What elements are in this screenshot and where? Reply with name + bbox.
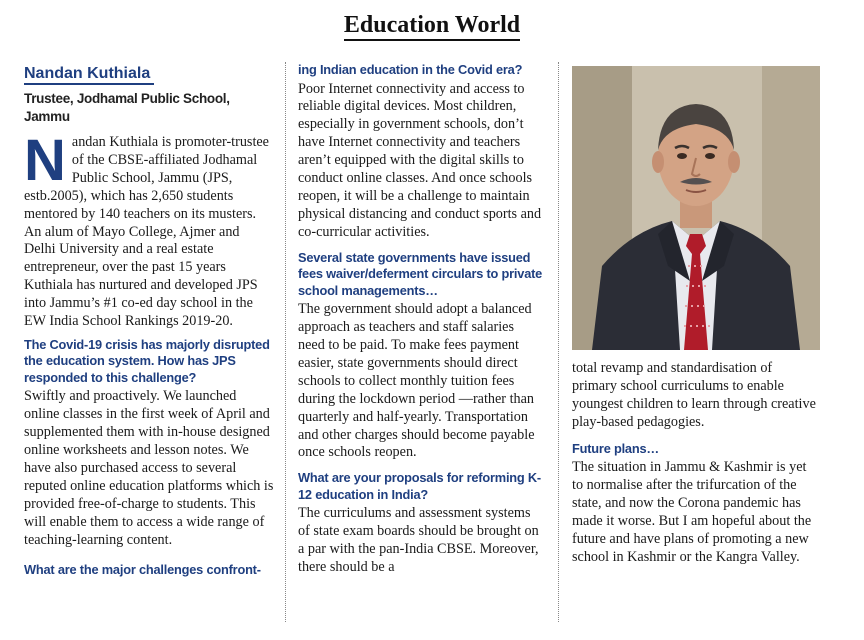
question-5: Future plans… [572, 440, 659, 456]
profile-title: Trustee, Jodhamal Public School, Jammu [24, 91, 230, 124]
answer-5: The situation in Jammu & Kashmir is yet to normalise after the trifurcation of the state, and now the Corona pandemic has made it worse. But I am hopeful about the future and have plans of promoting a new school in Kashmir or the Kangra Valley. [572, 459, 812, 565]
masthead [0, 12, 864, 39]
portrait-photo [572, 66, 820, 350]
question-3: Several state governments have issued fees waiver/deferment circulars to private school managements… [298, 249, 543, 298]
intro-paragraph [24, 128, 274, 331]
column-2 [298, 62, 544, 577]
question-2-end: ing Indian education in the Covid era? [298, 62, 523, 77]
question-4: What are your proposals for reforming K-12 education in India? [298, 470, 541, 502]
question-2-start: What are the major challenges confront- [24, 561, 261, 577]
drop-cap: N [24, 128, 66, 193]
answer-1: Swiftly and proactively. We launched online classes in the first week of April and supplemented them with in-house designed online worksheets and lesson notes. We have also purchased access to several reputed online education platforms which is provided free-of-charge to students. This will enable them to access a wide range of teaching-learning content. [24, 388, 274, 548]
portrait-illustration [572, 66, 820, 350]
column-3 [572, 62, 820, 567]
question-1: The Covid-19 crisis has majorly disrupted the education system. How has JPS responded to this challenge? [24, 336, 270, 385]
answer-4-end: total revamp and standardisation of primary school curriculums to enable youngest children to learn through creative play-based pedagogies. [572, 360, 816, 430]
intro-text: andan Kuthiala is promoter-trustee of the CBSE-affiliated Jodhamal Public School, Jammu (JPS, estb.2005), which has 2,650 students mentored by 140 teachers on its musters. An alum of Mayo College, Ajmer and Delhi University and a real estate entrepreneur, over the past 15 years Kuthiala has nurtured and developed JPS into Jammu’s #1 co-ed day school in the EW India School Rankings 2019-20. [24, 134, 269, 330]
answer-2: Poor Internet connectivity and access to reliable digital devices. Most children, especially in government schools, don’t have Internet connectivity and teachers aren’t equipped with the digital skills to conduct online classes. And once schools reopen, it will be a challenge to maintain physical distancing and conduct sports and co-curricular activities. [298, 80, 542, 240]
profile-name: Nandan Kuthiala [24, 64, 274, 84]
masthead-title: Education World [344, 12, 520, 41]
answer-4-start: The curriculums and assessment systems of state exam boards should be brought on a par with the pan-India CBSE. Moreover, there should be a [298, 505, 539, 576]
column-divider [285, 62, 286, 622]
column-divider [558, 62, 559, 622]
answer-3: The government should adopt a balanced approach as teachers and staff salaries need to be paid. To make fees payment easier, state governments should direct schools to collect monthly tuition fees during the lockdown period —rather than quarterly and half-yearly. Transportation and other charges should become payable once schools reopen. [298, 301, 535, 461]
column-1 [24, 62, 274, 580]
